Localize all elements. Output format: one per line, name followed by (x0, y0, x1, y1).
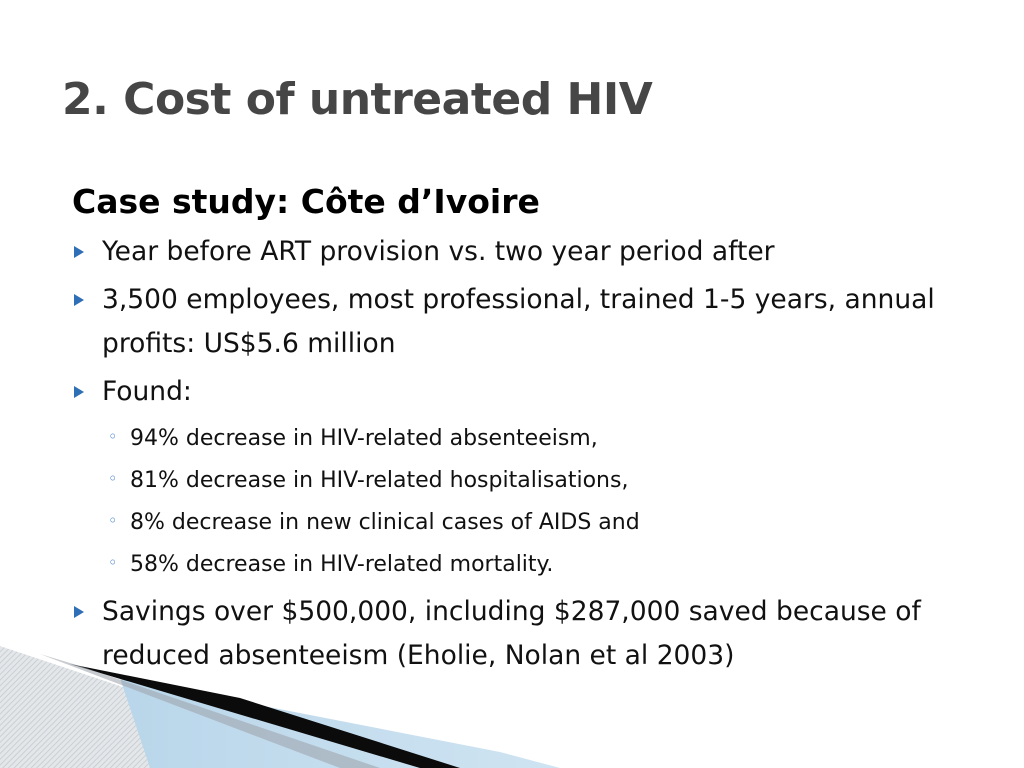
sub-bullet-item (72, 418, 972, 460)
decorative-swoosh (0, 640, 1024, 768)
bullet-text: Year before ART provision vs. two year period after (102, 236, 775, 267)
slide-content (72, 176, 972, 682)
circle-outline-icon: ◦ (108, 469, 118, 488)
sub-bullet-text: 81% decrease in HIV-related hospitalisations, (130, 468, 629, 493)
sub-bullet-text: 58% decrease in HIV-related mortality. (130, 552, 554, 577)
triangle-right-icon (74, 246, 84, 258)
sub-bullet-text: 94% decrease in HIV-related absenteeism, (130, 426, 598, 451)
bullet-text: Found: (102, 376, 192, 407)
circle-outline-icon: ◦ (108, 427, 118, 446)
triangle-right-icon (74, 606, 84, 618)
triangle-right-icon (74, 294, 84, 306)
bullet-item (72, 230, 972, 274)
bullet-text: Savings over $500,000, including $287,000 saved because of reduced absenteeism (Eholie, Nolan et al 2003) (102, 596, 921, 671)
case-study-heading: Case study: Côte d’Ivoire (72, 182, 540, 221)
slide-title: 2. Cost of untreated HIV (62, 74, 653, 125)
sub-bullet-item (72, 544, 972, 586)
triangle-right-icon (74, 386, 84, 398)
sub-bullet-item (72, 502, 972, 544)
sub-bullet-list (72, 418, 972, 586)
bullet-list (72, 230, 972, 414)
bullet-text: 3,500 employees, most professional, trained 1-5 years, annual profits: US$5.6 million (102, 284, 935, 359)
circle-outline-icon: ◦ (108, 511, 118, 530)
bullet-item (72, 278, 972, 366)
circle-outline-icon: ◦ (108, 553, 118, 572)
sub-bullet-text: 8% decrease in new clinical cases of AIDS and (130, 510, 640, 535)
sub-bullet-item (72, 460, 972, 502)
bullet-item (72, 370, 972, 414)
